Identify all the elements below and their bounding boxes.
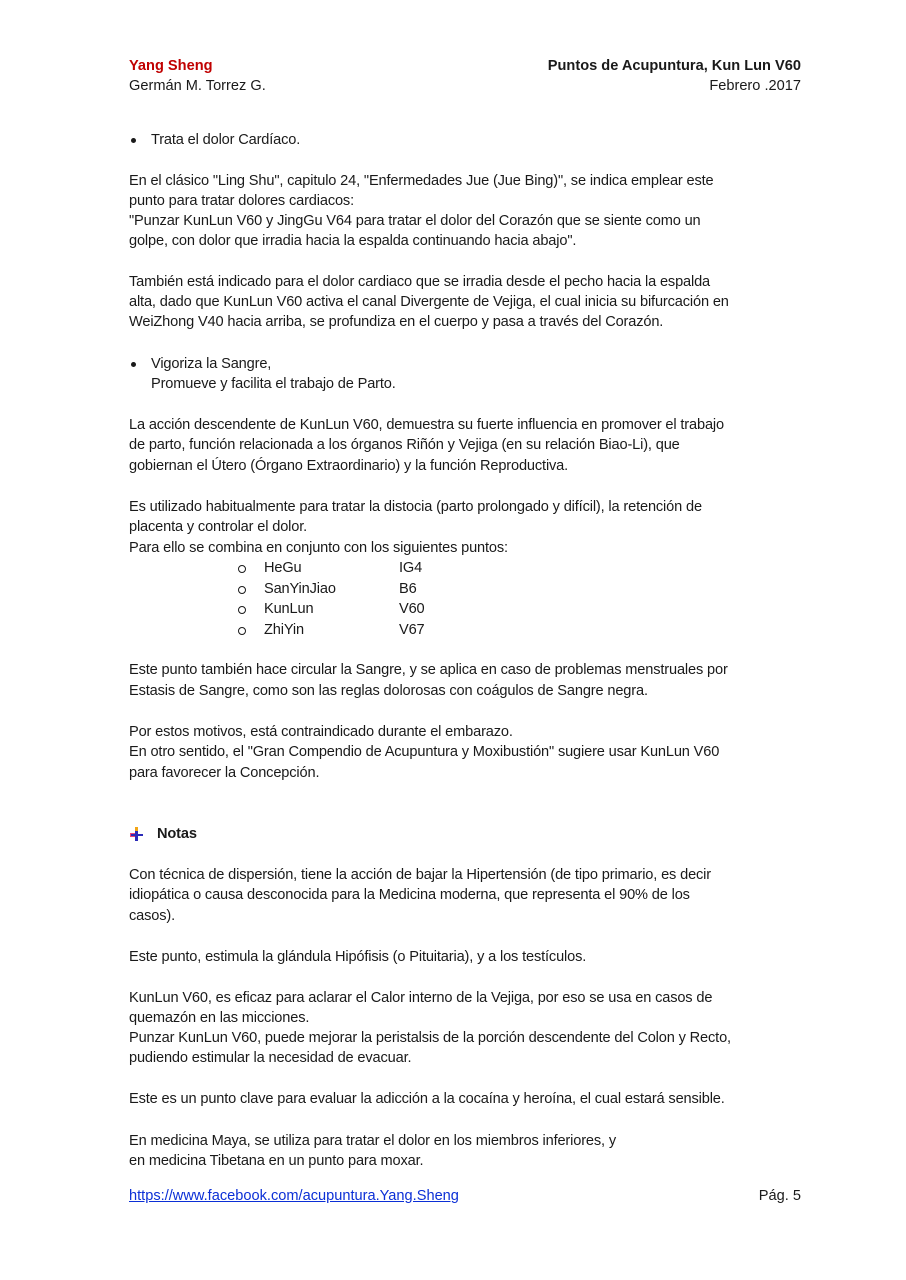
paragraph-line: para favorecer la Concepción. [129,765,320,781]
paragraph-line: Estasis de Sangre, como son las reglas dolorosas con coágulos de Sangre negra. [129,683,648,699]
paragraph-line: En medicina Maya, se utiliza para tratar el dolor en los miembros inferiores, y [129,1133,616,1149]
paragraph-line: de parto, función relacionada a los órganos Riñón y Vejiga (en su relación Biao-Li), que [129,437,680,453]
paragraph-line: idiopática o causa desconocida para la Medicina moderna, que representa el 90% de los [129,887,690,903]
facebook-link[interactable]: https://www.facebook.com/acupuntura.Yang.Sheng [129,1188,459,1204]
paragraph-line: Por estos motivos, está contraindicado durante el embarazo. [129,724,513,740]
paragraph-line: alta, dado que KunLun V60 activa el canal Divergente de Vejiga, el cual inicia su bifurcación en [129,294,729,310]
paragraph-line: Es utilizado habitualmente para tratar la distocia (parto prolongado y difícil), la retención de [129,499,702,515]
paragraph-line: en medicina Tibetana en un punto para moxar. [129,1153,424,1169]
circle-bullet-icon [238,565,246,573]
paragraph-line: quemazón en las micciones. [129,1010,310,1026]
paragraph-line: Punzar KunLun V60, puede mejorar la peristalsis de la porción descendente del Colon y Recto, [129,1030,731,1046]
point-item: ZhiYin V67 [129,620,529,640]
circle-bullet-icon [238,586,246,594]
brand-name: Yang Sheng [129,58,213,74]
header-left [129,56,266,96]
point-item: SanYinJiao B6 [129,579,529,599]
paragraph-line: "Punzar KunLun V60 y JingGu V64 para tratar el dolor del Corazón que se siente como un [129,213,701,229]
paragraph-line: pudiendo estimular la necesidad de evacuar. [129,1050,412,1066]
bullet-item: Vigoriza la Sangre, [129,354,249,374]
notas-heading: Notas [129,824,329,844]
paragraph-line: Con técnica de dispersión, tiene la acción de bajar la Hipertensión (de tipo primario, es decir [129,867,711,883]
bullet-item: Trata el dolor Cardíaco. [129,130,278,150]
point-item: HeGu IG4 [129,558,529,578]
circle-bullet-icon [238,606,246,614]
paragraph-line: Este punto, estimula la glándula Hipófisis (o Pituitaria), y a los testículos. [129,949,587,965]
paragraph-line: En otro sentido, el "Gran Compendio de Acupuntura y Moxibustión" sugiere usar KunLun V60 [129,744,720,760]
paragraph-line: También está indicado para el dolor cardiaco que se irradia desde el pecho hacia la espalda [129,274,711,290]
point-item: KunLun V60 [129,599,529,619]
paragraph-line: casos). [129,908,175,924]
paragraph-line: En el clásico "Ling Shu", capitulo 24, "Enfermedades Jue (Jue Bing)", se indica emplear este [129,173,714,189]
author-name: Germán M. Torrez G. [129,78,266,94]
bullet-icon [131,138,136,143]
bullet-icon [131,362,136,367]
paragraph-line: gobiernan el Útero (Órgano Extraordinario) y la función Reproductiva. [129,458,569,474]
paragraph-line: WeiZhong V40 hacia arriba, se profundiza en el cuerpo y pasa a través del Corazón. [129,314,664,330]
paragraph-line: golpe, con dolor que irradia hacia la espalda continuando hacia abajo". [129,233,577,249]
paragraph-line: punto para tratar dolores cardiacos: [129,193,354,209]
notes-bullet-icon [130,827,144,841]
header-right [548,56,801,96]
paragraph-line: Este punto también hace circular la Sangre, y se aplica en caso de problemas menstruales por [129,662,728,678]
circle-bullet-icon [238,627,246,635]
paragraph-line: Para ello se combina en conjunto con los siguientes puntos: [129,540,508,556]
paragraph-line: placenta y controlar el dolor. [129,519,308,535]
paragraph-line: KunLun V60, es eficaz para aclarar el Calor interno de la Vejiga, por eso se usa en casos de [129,990,713,1006]
document-title: Puntos de Acupuntura, Kun Lun V60 [547,58,801,74]
bullet-continuation: Promueve y facilita el trabajo de Parto. [151,376,396,392]
page-number: Pág. 5 [758,1188,801,1204]
paragraph-line: La acción descendente de KunLun V60, demuestra su fuerte influencia en promover el trabajo [129,417,724,433]
document-date: Febrero .2017 [709,78,801,94]
paragraph-line: Este es un punto clave para evaluar la adicción a la cocaína y heroína, el cual estará sensible. [129,1091,725,1107]
